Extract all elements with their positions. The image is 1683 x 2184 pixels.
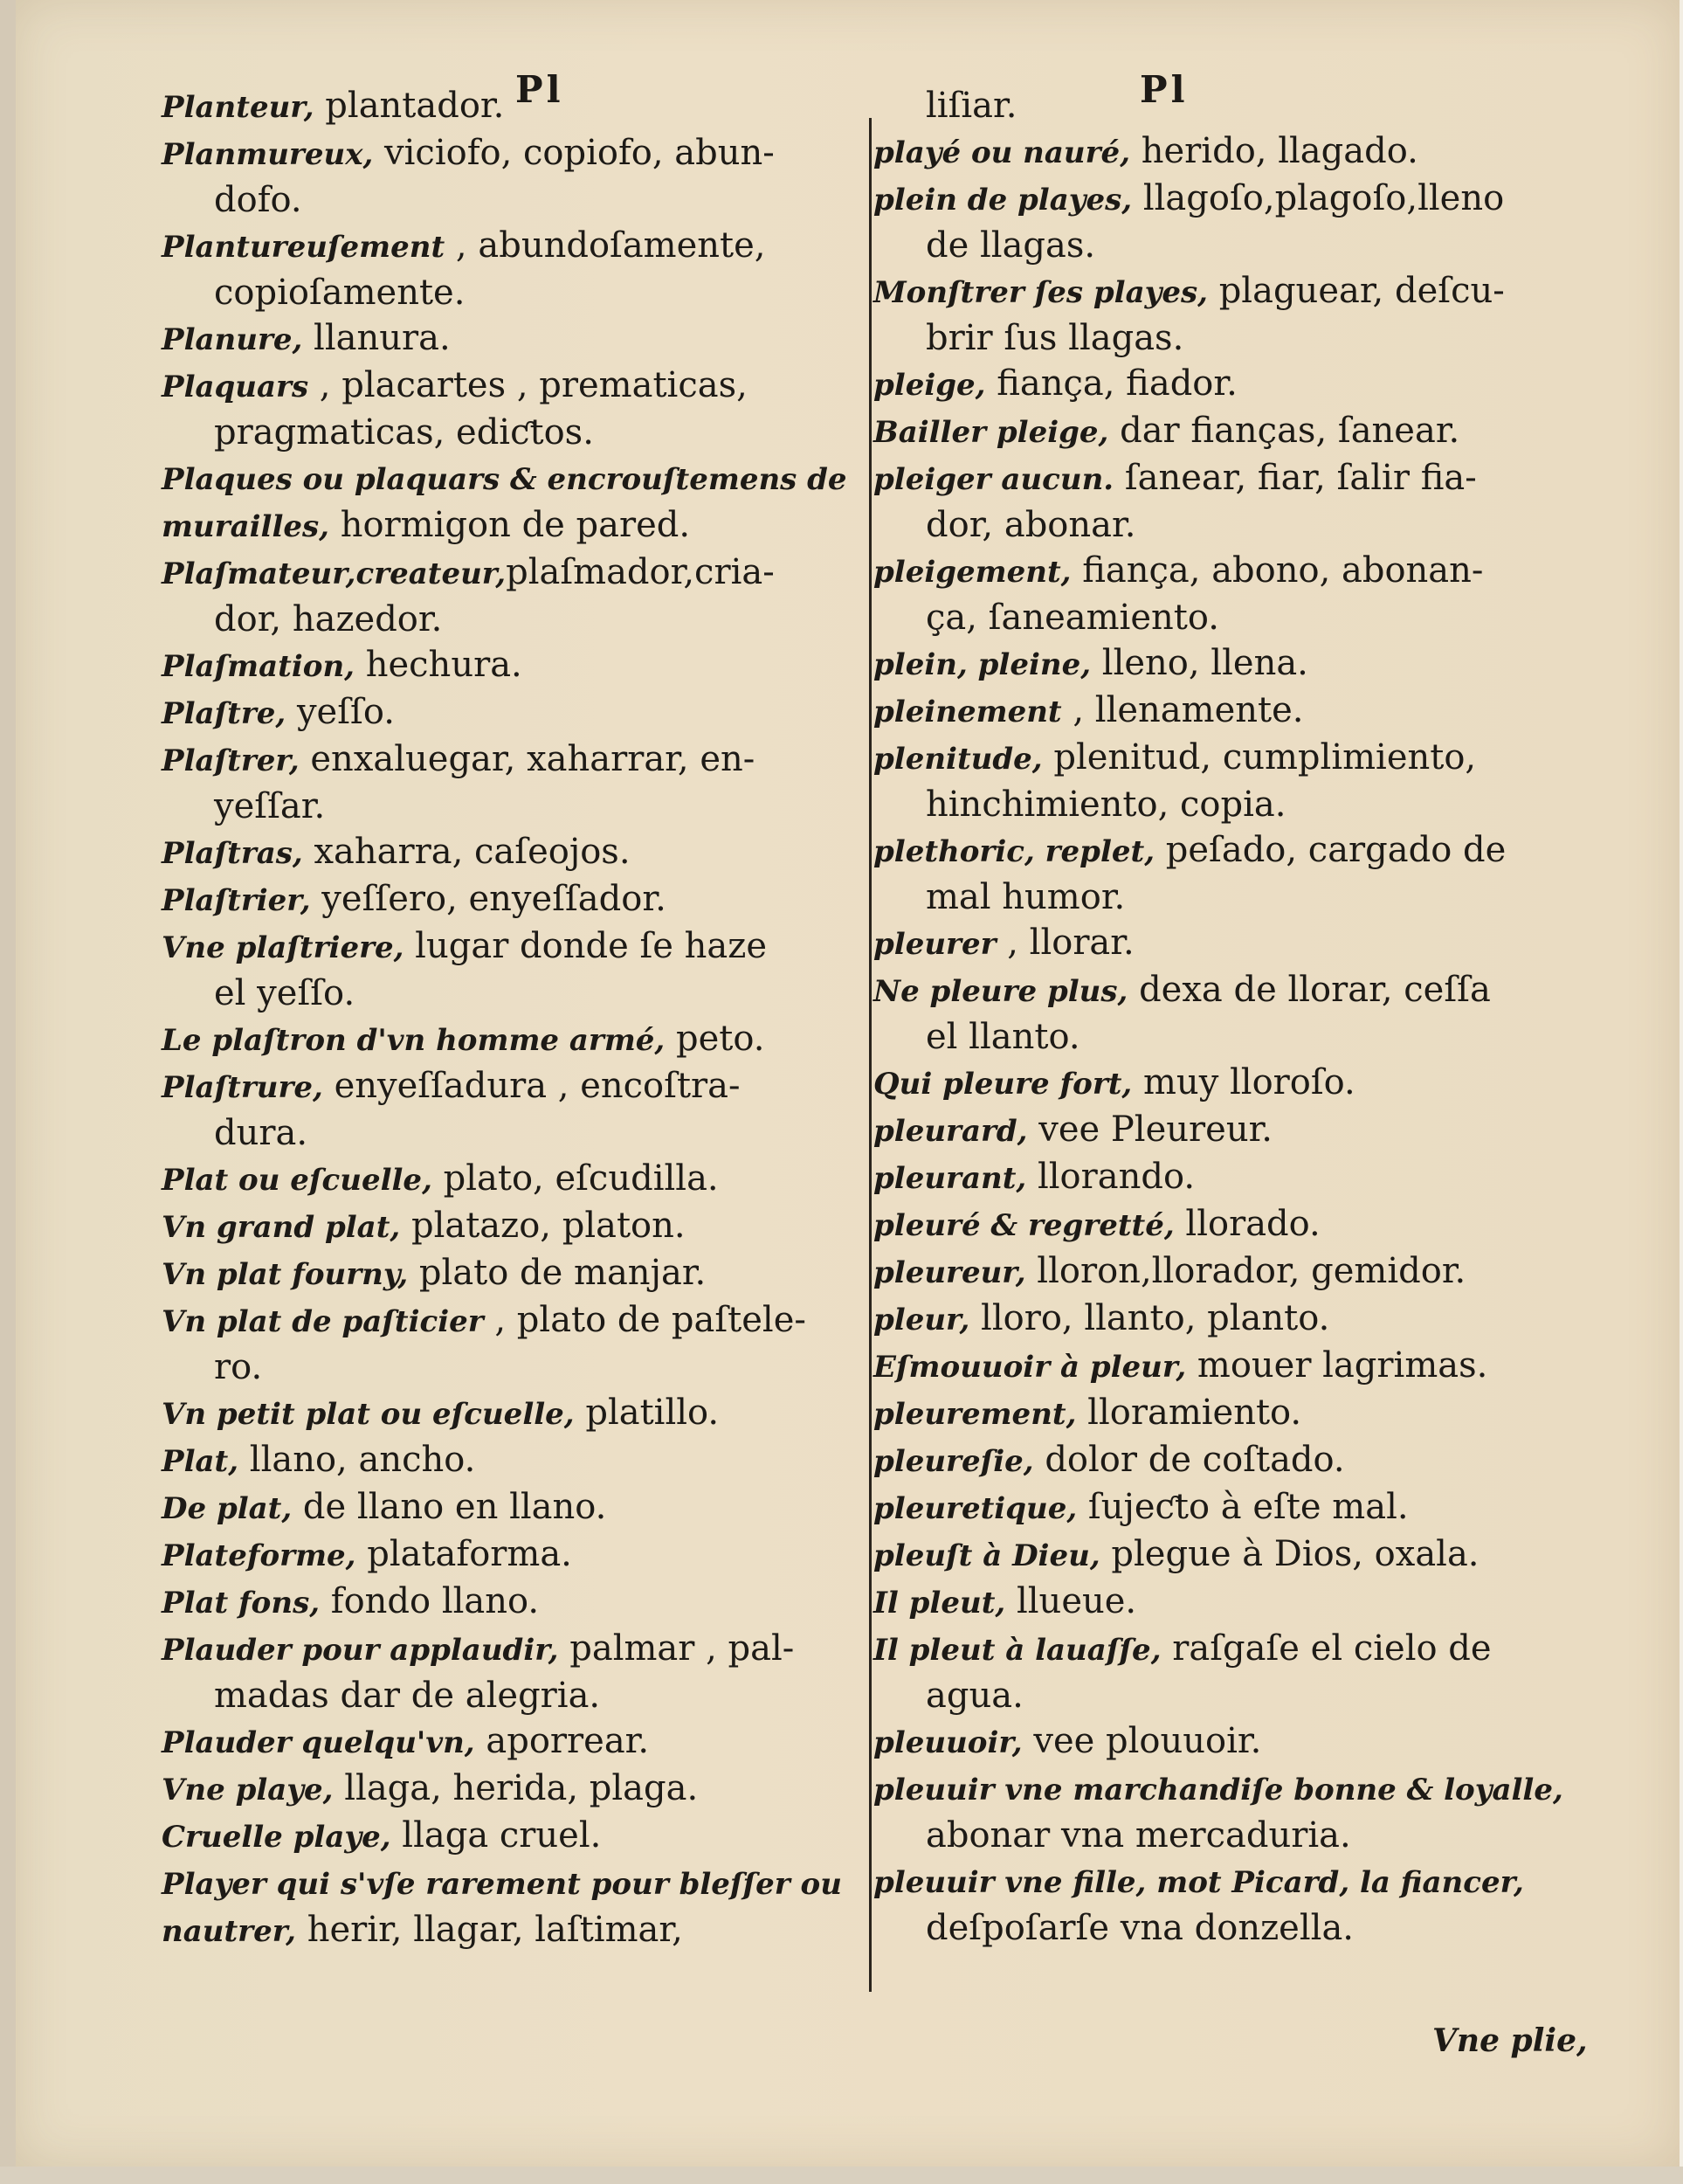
right-column (873, 83, 1563, 1951)
entry-translation: enxaluegar, xaharrar, en- (299, 739, 755, 779)
dictionary-entry (162, 829, 860, 876)
dictionary-entry (162, 1813, 860, 1860)
entry-headword: Plaſtrer, (162, 743, 300, 778)
entry-translation: muy lloroſo. (1132, 1062, 1355, 1102)
dictionary-entry (873, 1107, 1563, 1154)
entry-headword: Il pleut à lauaſſe, (873, 1633, 1162, 1668)
entry-translation: fiança, fiador. (985, 363, 1238, 404)
dictionary-entry (873, 176, 1563, 223)
entry-headword: Planmureux, (162, 137, 374, 172)
dictionary-entry (873, 1390, 1563, 1437)
entry-translation: plegue à Dios, oxala. (1100, 1534, 1480, 1574)
dictionary-entry (162, 1579, 860, 1626)
entry-translation: llorado. (1174, 1204, 1321, 1244)
entry-continuation: el yeſſo. (214, 973, 355, 1013)
entry-translation: de llano en llano. (292, 1487, 607, 1527)
entry-headword: Plantureuſement (162, 230, 445, 265)
dictionary-entry (873, 548, 1563, 595)
dictionary-entry (162, 1250, 860, 1297)
entry-translation: plataforma. (355, 1534, 572, 1574)
entry-translation: yeſſero, enyeſſador. (310, 879, 666, 919)
dictionary-entry (873, 1154, 1563, 1201)
entry-translation: llaga cruel. (390, 1815, 602, 1856)
entry-headword: pleureur, (873, 1255, 1026, 1290)
entry-translation: hechura. (355, 645, 522, 685)
entry-translation: aporrear. (474, 1721, 650, 1761)
entry-translation: dexa de llorar, ceſſa (1128, 970, 1491, 1010)
entry-translation: llorando. (1026, 1157, 1196, 1197)
dictionary-entry (162, 1297, 860, 1344)
entry-translation: lloro, llanto, planto. (969, 1298, 1330, 1338)
entry-headword: Qui pleure fort, (873, 1067, 1133, 1102)
entry-headword: Plaſtre, (162, 696, 286, 731)
entry-headword: Ne pleure plus, (873, 974, 1128, 1009)
entry-headword: De plat, (162, 1491, 293, 1526)
entry-headword: playé ou nauré, (873, 135, 1131, 170)
entry-translation: plato de manjar. (408, 1253, 707, 1293)
entry-translation: hormigon de pared. (329, 505, 691, 545)
dictionary-entry (162, 876, 860, 923)
entry-headword: pleurer (873, 927, 997, 962)
entry-headword: Vn plat de paſticier (162, 1304, 484, 1339)
dictionary-entry (162, 923, 860, 971)
running-head-left: Pl (515, 68, 564, 111)
dictionary-entry (162, 363, 860, 410)
entry-headword: Monſtrer ſes playes, (873, 275, 1208, 310)
dictionary-entry (873, 920, 1563, 967)
dictionary-entry (162, 642, 860, 689)
entry-translation: llueue. (1005, 1581, 1137, 1621)
entry-headword: Vn grand plat, (162, 1210, 401, 1245)
entry-translation: plato, eſcudilla. (431, 1158, 719, 1199)
entry-translation: vee Pleureur. (1027, 1109, 1273, 1150)
entry-continuation: brir ſus llagas. (926, 318, 1184, 358)
entry-translation: xaharra, caſeojos. (302, 832, 631, 872)
entry-headword: Planure, (162, 322, 303, 357)
entry-headword: pleurement, (873, 1397, 1077, 1432)
page-edge-left (0, 0, 16, 2184)
entry-headword: Plaques ou plaquars & encrouſtemens de (162, 462, 847, 497)
dictionary-entry (873, 1296, 1563, 1343)
entry-translation: peſado, cargado de (1155, 830, 1507, 870)
entry-headword: Plaſmateur,createur, (162, 556, 507, 591)
dictionary-entry (873, 688, 1563, 735)
entry-headword: pleuretique, (873, 1491, 1078, 1526)
entry-translation: llano, ancho. (238, 1440, 476, 1480)
dictionary-entry (162, 1766, 860, 1813)
entry-headword: murailles, (162, 509, 329, 544)
entry-translation: lugar donde ſe haze (404, 926, 768, 966)
entry-translation: plaguear, deſcu- (1207, 271, 1505, 311)
dictionary-entry (162, 1907, 860, 1954)
entry-translation: herido, llagado. (1130, 131, 1418, 171)
dictionary-entry (162, 549, 860, 597)
dictionary-entry (162, 223, 860, 270)
entry-translation: raſgaſe el cielo de (1161, 1628, 1492, 1669)
entry-continuation: copioſamente. (214, 273, 466, 313)
dictionary-entry (873, 967, 1563, 1014)
entry-translation: fiança, abono, abonan- (1071, 550, 1484, 591)
entry-translation: llanura. (302, 318, 451, 358)
dictionary-entry (873, 128, 1563, 176)
entry-continuation: mal humor. (926, 877, 1126, 917)
running-head-right: Pl (1140, 68, 1189, 111)
entry-translation: enyeſſadura , encoſtra- (322, 1066, 741, 1106)
dictionary-entry (162, 1016, 860, 1063)
entry-continuation: agua. (926, 1676, 1024, 1716)
entry-translation: platillo. (574, 1393, 720, 1433)
entry-continuation: liſiar. (926, 86, 1017, 126)
entry-continuation: dor, abonar. (926, 505, 1136, 545)
entry-continuation: pragmaticas, ediƈtos. (214, 412, 594, 453)
entry-translation: yeſſo. (286, 692, 395, 732)
entry-headword: Il pleut, (873, 1586, 1006, 1621)
dictionary-entry (162, 1390, 860, 1437)
dictionary-entry (873, 1201, 1563, 1248)
entry-headword: pleige, (873, 368, 986, 403)
dictionary-entry (162, 689, 860, 736)
entry-headword: pleuuir vne marchandiſe bonne & loyalle, (873, 1773, 1563, 1807)
entry-continuation: hinchimiento, copia. (926, 784, 1286, 825)
entry-headword: Player qui s'vſe rarement pour bleſſer ou (162, 1867, 842, 1902)
entry-translation: llagoſo,plagoſo,lleno (1132, 178, 1505, 218)
dictionary-entry (873, 735, 1563, 782)
entry-continuation: de llagas. (926, 225, 1096, 266)
entry-headword: pleinement (873, 695, 1062, 729)
dictionary-entry (873, 1437, 1563, 1484)
entry-headword: pleuuir vne fille, mot Picard, la fiancer, (873, 1865, 1524, 1900)
dictionary-entry (873, 1343, 1563, 1390)
entry-headword: pleigement, (873, 555, 1072, 590)
entry-translation: dar fianças, ſanear. (1108, 411, 1460, 451)
dictionary-entry (873, 827, 1563, 874)
entry-headword: Plaſtrier, (162, 883, 311, 918)
entry-continuation: madas dar de alegria. (214, 1676, 601, 1716)
left-column (162, 83, 860, 1954)
dictionary-entry (162, 1626, 860, 1673)
entry-headword: pleurard, (873, 1114, 1028, 1149)
entry-translation: dolor de coſtado. (1033, 1440, 1345, 1480)
dictionary-entry (873, 268, 1563, 315)
entry-headword: pleurant, (873, 1161, 1027, 1196)
entry-headword: Vn plat fourny, (162, 1257, 409, 1292)
dictionary-entry (162, 1531, 860, 1579)
entry-headword: Plat fons, (162, 1586, 321, 1621)
entry-headword: Le plaſtron d'vn homme armé, (162, 1023, 666, 1058)
dictionary-entry (162, 455, 860, 502)
entry-translation: peto. (665, 1019, 765, 1059)
dictionary-entry (162, 1484, 860, 1531)
dictionary-entry (162, 1063, 860, 1110)
entry-headword: Cruelle playe, (162, 1820, 391, 1855)
entry-translation: plenitud, cumplimiento, (1042, 737, 1477, 778)
entry-headword: pleiger aucun. (873, 462, 1114, 497)
entry-headword: Vn petit plat ou eſcuelle, (162, 1397, 575, 1432)
entry-translation: herir, llagar, laſtimar, (296, 1910, 683, 1950)
entry-translation: , plato de paſtele- (483, 1300, 806, 1340)
entry-headword: pleuré & regretté, (873, 1208, 1175, 1243)
catchword: Vne plie, (1432, 2022, 1588, 2059)
dictionary-entry (873, 1718, 1563, 1766)
entry-headword: plein, pleine, (873, 647, 1092, 682)
entry-continuation: el llanto. (926, 1017, 1080, 1057)
dictionary-entry (162, 1156, 860, 1203)
dictionary-entry (162, 1203, 860, 1250)
entry-headword: plethoric, replet, (873, 834, 1155, 869)
entry-headword: Plaſtrure, (162, 1070, 323, 1105)
entry-continuation: dura. (214, 1113, 308, 1153)
entry-translation: , placartes , prematicas, (308, 365, 748, 405)
dictionary-entry (162, 130, 860, 177)
entry-continuation: dofo. (214, 180, 302, 220)
entry-headword: Vne playe, (162, 1773, 334, 1807)
entry-translation: lloramiento. (1076, 1393, 1302, 1433)
dictionary-entry (873, 1248, 1563, 1296)
dictionary-entry (873, 1858, 1563, 1905)
dictionary-entry (873, 455, 1563, 502)
entry-translation: lloron,llorador, gemidor. (1025, 1251, 1466, 1291)
entry-headword: Plaſmation, (162, 649, 355, 684)
entry-translation: llaga, herida, plaga. (333, 1768, 699, 1808)
entry-translation: mouer lagrimas. (1186, 1345, 1488, 1386)
entry-headword: Plauder quelqu'vn, (162, 1725, 475, 1760)
entry-headword: Plateforme, (162, 1538, 356, 1573)
dictionary-entry (873, 1579, 1563, 1626)
dictionary-entry (873, 1484, 1563, 1531)
entry-headword: plein de playes, (873, 183, 1133, 218)
entry-headword: pleur, (873, 1303, 970, 1337)
entry-translation: ſujeƈto à eſte mal. (1077, 1487, 1409, 1527)
dictionary-entry (873, 1531, 1563, 1579)
entry-headword: Plauder pour applaudir, (162, 1633, 559, 1668)
entry-translation: viciofo, copiofo, abun- (373, 133, 775, 173)
dictionary-entry (162, 736, 860, 784)
entry-headword: Plat, (162, 1444, 239, 1479)
entry-translation: , llenamente. (1061, 690, 1304, 730)
dictionary-entry (162, 1437, 860, 1484)
entry-continuation: ro. (214, 1347, 263, 1387)
entry-headword: plenitude, (873, 742, 1043, 777)
dictionary-entry (873, 361, 1563, 408)
entry-headword: pleuſt à Dieu, (873, 1538, 1100, 1573)
entry-continuation: abonar vna mercaduria. (926, 1815, 1351, 1856)
dictionary-entry (162, 315, 860, 363)
entry-headword: Planteur, (162, 90, 314, 125)
entry-translation: ſanear, fiar, ſalir fia- (1114, 458, 1477, 498)
entry-headword: pleureſie, (873, 1444, 1034, 1479)
entry-headword: nautrer, (162, 1914, 296, 1949)
page-edge-bottom (0, 2167, 1683, 2184)
entry-headword: Vne plaſtriere, (162, 930, 404, 965)
entry-headword: Bailler pleige, (873, 415, 1109, 450)
entry-continuation: yeſſar. (214, 786, 326, 826)
dictionary-entry (873, 1626, 1563, 1673)
entry-continuation: ça, ſaneamiento. (926, 598, 1219, 638)
entry-headword: Plaſtras, (162, 836, 303, 871)
entry-translation: , llorar. (996, 923, 1135, 963)
dictionary-entry (162, 1860, 860, 1907)
entry-translation: plantador. (314, 86, 505, 126)
entry-translation: plaſmador,cria- (506, 552, 775, 592)
entry-headword: Eſmouuoir à pleur, (873, 1350, 1187, 1385)
entry-continuation: dor, hazedor. (214, 599, 443, 639)
dictionary-entry (162, 502, 860, 549)
entry-translation: platazo, platon. (400, 1206, 686, 1246)
entry-translation: vee plouuoir. (1022, 1721, 1262, 1761)
entry-translation: , abundoſamente, (445, 225, 766, 266)
dictionary-entry (873, 1766, 1563, 1813)
dictionary-entry (873, 640, 1563, 688)
dictionary-entry (873, 408, 1563, 455)
dictionary-entry (162, 1718, 860, 1766)
entry-translation: palmar , pal- (558, 1628, 795, 1669)
column-divider (869, 118, 872, 1992)
entry-headword: Plat ou eſcuelle, (162, 1163, 432, 1198)
entry-headword: pleuuoir, (873, 1725, 1023, 1760)
entry-translation: fondo llano. (320, 1581, 540, 1621)
dictionary-entry (873, 1060, 1563, 1107)
entry-translation: lleno, llena. (1091, 643, 1308, 683)
entry-continuation: deſpoſarſe vna donzella. (926, 1908, 1354, 1948)
dictionary-entry (162, 83, 860, 130)
entry-headword: Plaquars (162, 370, 309, 404)
